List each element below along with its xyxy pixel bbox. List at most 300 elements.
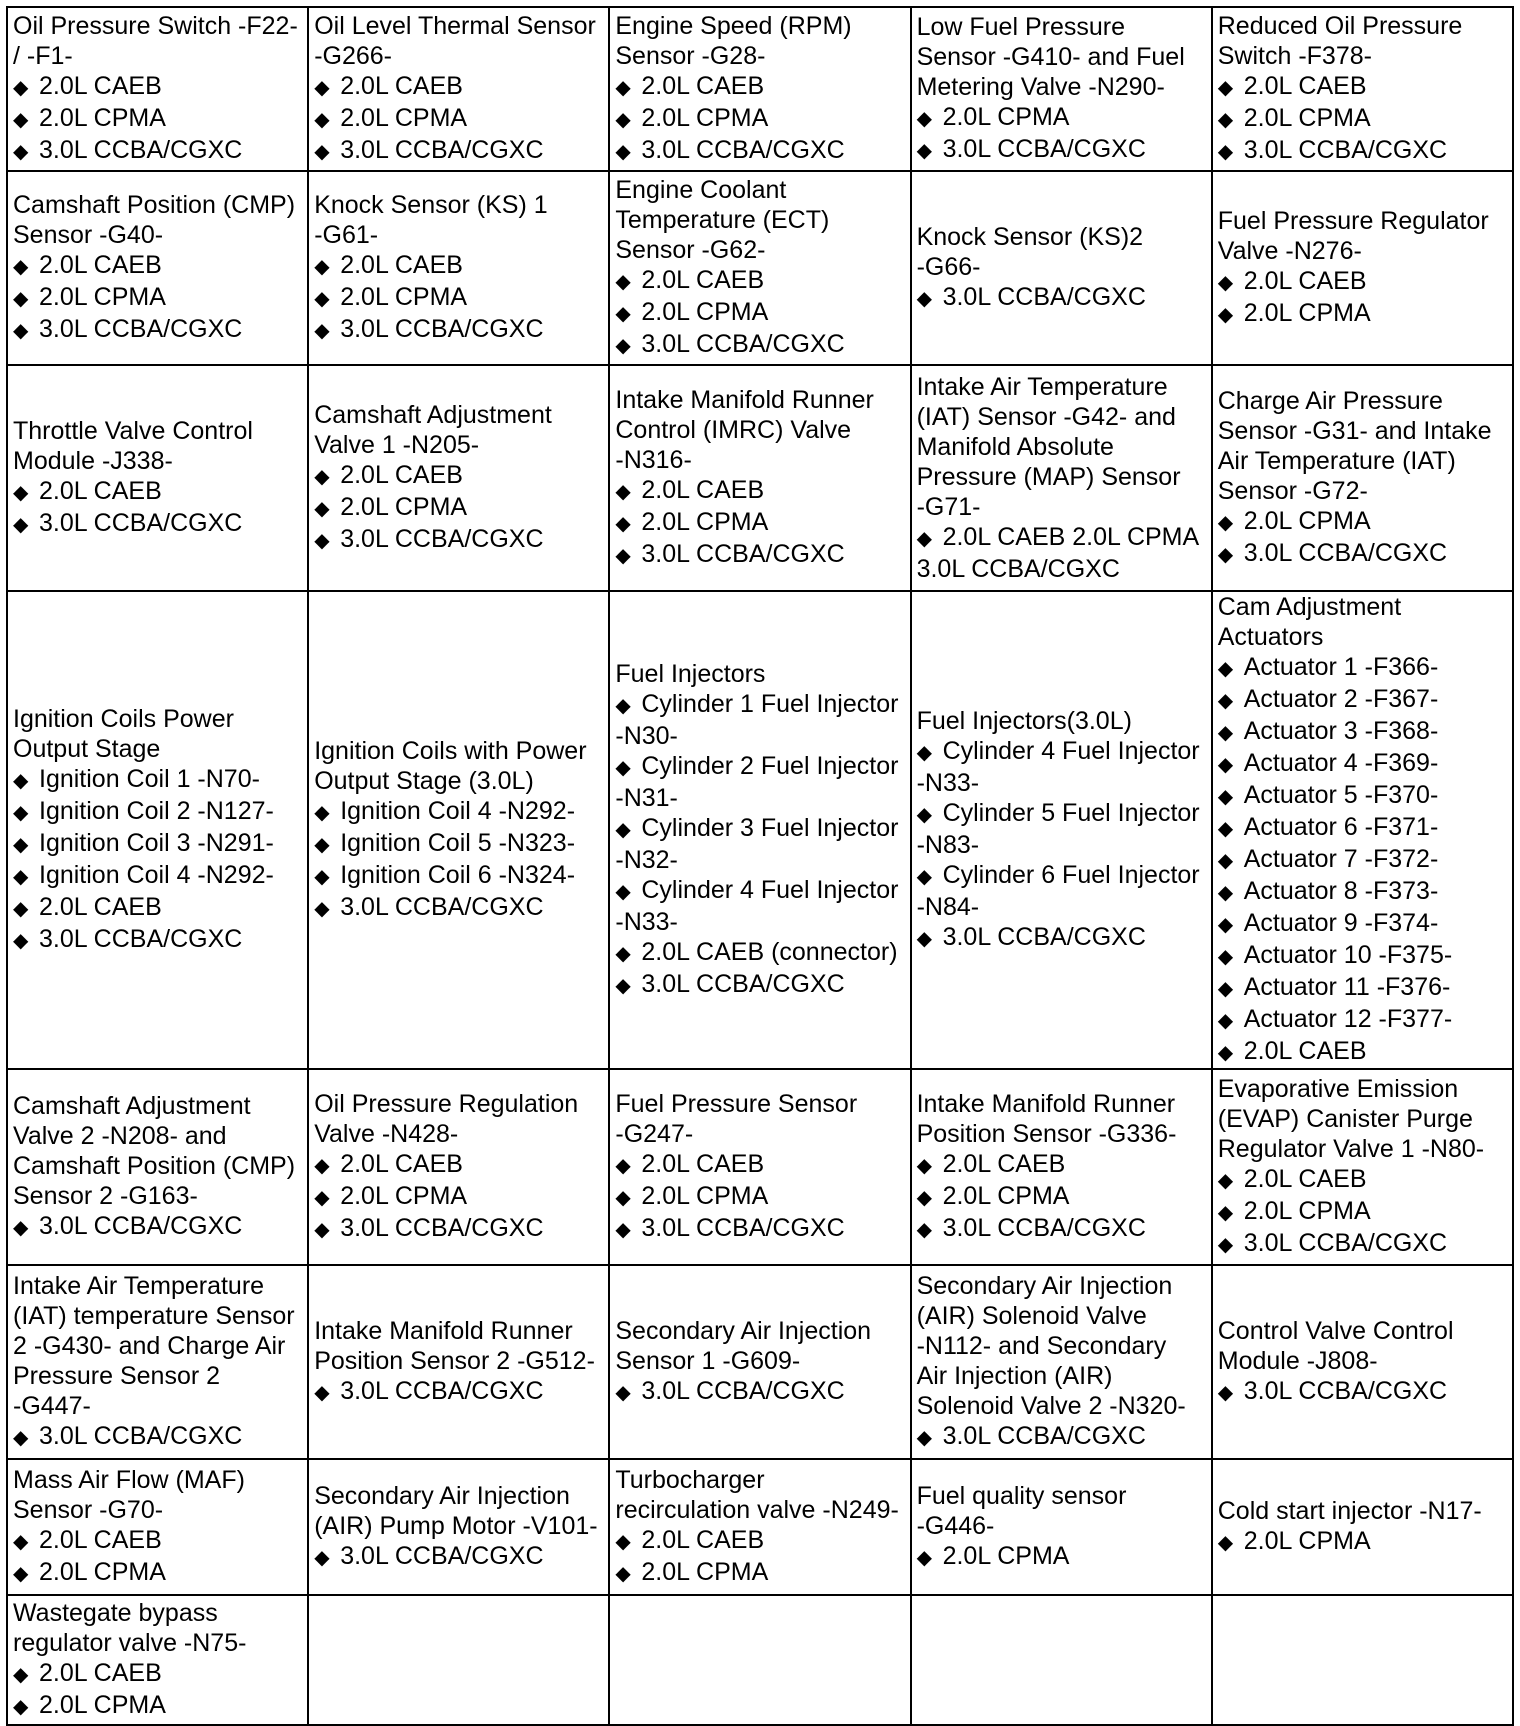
list-item-text: 3.0L CCBA/CGXC <box>942 135 1146 163</box>
diamond-bullet-icon: ◆ <box>615 1531 631 1553</box>
component-name: Low Fuel Pressure Sensor -G410- and Fuel Metering Valve -N290- <box>916 13 1185 101</box>
table-cell <box>7 171 308 365</box>
list-item-text: 2.0L CAEB <box>641 1150 765 1178</box>
diamond-bullet-icon: ◆ <box>615 1155 631 1177</box>
list-item-text: 3.0L CCBA/CGXC <box>39 136 243 164</box>
table-cell <box>1212 1459 1513 1595</box>
diamond-bullet-icon: ◆ <box>314 1382 330 1404</box>
list-item <box>314 892 604 924</box>
table-cell <box>7 7 308 171</box>
list-item <box>917 798 1207 860</box>
table-cell <box>911 1069 1212 1265</box>
list-item <box>314 282 604 314</box>
table-cell <box>308 171 609 365</box>
list-item-text: 2.0L CPMA <box>1243 299 1371 327</box>
table-cell <box>1212 171 1513 365</box>
diamond-bullet-icon: ◆ <box>314 320 330 342</box>
list-item-text: 2.0L CPMA <box>340 493 468 521</box>
list-item <box>1218 716 1508 748</box>
list-item-text: 2.0L CPMA <box>39 283 166 311</box>
list-item-text: 3.0L CCBA/CGXC <box>340 525 544 553</box>
list-item-text: 2.0L CAEB <box>39 893 162 921</box>
list-item-text: 2.0L CAEB <box>340 461 463 489</box>
list-item <box>615 1149 905 1181</box>
table-cell <box>308 1069 609 1265</box>
table-cell <box>1212 365 1513 591</box>
list-item-text: Actuator 7 -F372- <box>1243 845 1439 873</box>
table-cell <box>911 1459 1212 1595</box>
diamond-bullet-icon: ◆ <box>916 1155 932 1177</box>
list-item <box>314 796 604 828</box>
list-item <box>314 1376 604 1408</box>
list-item-text: Cylinder 2 Fuel Injector -N31- <box>615 752 899 812</box>
list-item <box>615 969 905 1001</box>
component-name: Throttle Valve Control Module -J338- <box>13 417 253 475</box>
diamond-bullet-icon: ◆ <box>13 1563 29 1585</box>
list-item <box>917 1213 1207 1245</box>
list-item <box>13 764 303 796</box>
list-item <box>615 1213 905 1245</box>
diamond-bullet-icon: ◆ <box>916 928 932 950</box>
list-item <box>13 796 303 828</box>
diamond-bullet-icon: ◆ <box>615 757 631 779</box>
list-item-text: Actuator 4 -F369- <box>1243 749 1439 777</box>
diamond-bullet-icon: ◆ <box>916 804 932 826</box>
diamond-bullet-icon: ◆ <box>314 1187 330 1209</box>
list-item-text: 2.0L CPMA <box>1243 507 1371 535</box>
list-item-text: Ignition Coil 1 -N70- <box>39 765 260 793</box>
table-row <box>7 1265 1513 1459</box>
list-item-text: 2.0L CPMA <box>1243 1197 1371 1225</box>
diamond-bullet-icon: ◆ <box>13 1531 29 1553</box>
list-item <box>314 103 604 135</box>
diamond-bullet-icon: ◆ <box>1217 1010 1234 1032</box>
list-item <box>1218 844 1508 876</box>
list-item-text: 2.0L CPMA <box>942 1542 1070 1570</box>
table-cell <box>609 591 910 1069</box>
table-cell <box>1212 1595 1513 1725</box>
list-item <box>615 689 905 751</box>
list-item-text: 3.0L CCBA/CGXC <box>39 315 243 343</box>
component-name: Camshaft Adjustment Valve 1 -N205- <box>314 401 552 459</box>
table-cell <box>7 1459 308 1595</box>
table-cell <box>7 1595 308 1725</box>
list-item <box>1218 652 1508 684</box>
list-item-text: 2.0L CPMA <box>641 1182 769 1210</box>
list-item-text: Cylinder 4 Fuel Injector -N33- <box>615 876 899 936</box>
diamond-bullet-icon: ◆ <box>1217 544 1234 566</box>
list-item-text: 2.0L CPMA <box>1243 104 1371 132</box>
list-item-text: 3.0L CCBA/CGXC <box>641 330 845 358</box>
list-item-text: 3.0L CCBA/CGXC <box>340 315 544 343</box>
list-item <box>13 1557 303 1589</box>
list-item-text: 2.0L CPMA <box>641 104 769 132</box>
list-item <box>615 1181 905 1213</box>
list-item <box>314 1213 604 1245</box>
list-item <box>917 102 1207 134</box>
diamond-bullet-icon: ◆ <box>1217 882 1234 904</box>
list-item-text: 2.0L CAEB <box>39 477 162 505</box>
list-item <box>615 71 905 103</box>
list-item-text: 2.0L CAEB <box>641 266 765 294</box>
list-item <box>314 314 604 346</box>
list-item-text: Actuator 5 -F370- <box>1243 781 1439 809</box>
diamond-bullet-icon: ◆ <box>1217 722 1234 744</box>
list-item-text: 2.0L CAEB <box>641 72 765 100</box>
list-item-text: 3.0L CCBA/CGXC <box>39 1422 243 1450</box>
diamond-bullet-icon: ◆ <box>1217 109 1234 131</box>
diamond-bullet-icon: ◆ <box>1217 1382 1234 1404</box>
list-item <box>314 135 604 167</box>
diamond-bullet-icon: ◆ <box>1217 690 1234 712</box>
list-item-text: Actuator 9 -F374- <box>1243 909 1439 937</box>
component-name: Charge Air Pressure Sensor -G31- and Intake Air Temperature (IAT) Sensor -G72- <box>1217 387 1492 505</box>
component-name: Intake Manifold Runner Position Sensor 2 -G512- <box>314 1317 595 1375</box>
component-name: Fuel Injectors(3.0L) <box>916 707 1132 735</box>
component-name: Secondary Air Injection (AIR) Solenoid Valve -N112- and Secondary Air Injection (AIR) Solenoid Valve 2 -N320- <box>916 1272 1186 1420</box>
component-name: Mass Air Flow (MAF) Sensor -G70- <box>13 1466 245 1524</box>
diamond-bullet-icon: ◆ <box>314 1155 330 1177</box>
component-name: Wastegate bypass regulator valve -N75- <box>13 1599 247 1657</box>
component-table <box>6 6 1514 1726</box>
diamond-bullet-icon: ◆ <box>13 1696 29 1718</box>
diamond-bullet-icon: ◆ <box>13 288 29 310</box>
list-item-text: Actuator 8 -F373- <box>1243 877 1439 905</box>
diamond-bullet-icon: ◆ <box>916 866 932 888</box>
list-item-text: 2.0L CAEB <box>340 72 463 100</box>
component-name: Fuel quality sensor -G446- <box>916 1482 1127 1540</box>
diamond-bullet-icon: ◆ <box>615 1219 631 1241</box>
list-item-text: Actuator 6 -F371- <box>1243 813 1439 841</box>
diamond-bullet-icon: ◆ <box>13 320 29 342</box>
list-item-text: 3.0L CCBA/CGXC <box>39 925 243 953</box>
list-item-text: 3.0L CCBA/CGXC <box>39 509 243 537</box>
component-name: Evaporative Emission (EVAP) Canister Purge Regulator Valve 1 -N80- <box>1217 1075 1485 1163</box>
list-item-text: 3.0L CCBA/CGXC <box>340 1542 544 1570</box>
diamond-bullet-icon: ◆ <box>314 498 330 520</box>
list-item <box>1218 1004 1508 1036</box>
table-cell <box>911 7 1212 171</box>
diamond-bullet-icon: ◆ <box>615 881 631 903</box>
diamond-bullet-icon: ◆ <box>314 866 330 888</box>
component-name: Camshaft Position (CMP) Sensor -G40- <box>13 191 296 249</box>
list-item-text: Ignition Coil 4 -N292- <box>340 797 576 825</box>
list-item-text: 2.0L CPMA <box>340 1182 468 1210</box>
component-name: Intake Air Temperature (IAT) temperature Sensor 2 -G430- and Charge Air Pressure Sensor 2 -G447- <box>13 1272 295 1420</box>
diamond-bullet-icon: ◆ <box>13 1217 29 1239</box>
list-item-text: 3.0L CCBA/CGXC <box>1243 1377 1448 1405</box>
diamond-bullet-icon: ◆ <box>916 528 932 550</box>
diamond-bullet-icon: ◆ <box>13 898 29 920</box>
list-item <box>13 250 303 282</box>
list-item <box>314 492 604 524</box>
component-name: Intake Air Temperature (IAT) Sensor -G42- and Manifold Absolute Pressure (MAP) Sensor -G71- <box>916 373 1181 521</box>
list-item <box>615 751 905 813</box>
list-item-text: 2.0L CPMA <box>641 508 769 536</box>
diamond-bullet-icon: ◆ <box>1217 658 1234 680</box>
table-cell <box>1212 7 1513 171</box>
list-item-text: Actuator 3 -F368- <box>1243 717 1439 745</box>
table-cell <box>911 1595 1212 1725</box>
list-item-text: Cylinder 4 Fuel Injector -N33- <box>916 737 1200 797</box>
list-item <box>615 103 905 135</box>
diamond-bullet-icon: ◆ <box>1217 1234 1234 1256</box>
list-item-text: 2.0L CAEB <box>39 1659 162 1687</box>
list-item <box>314 71 604 103</box>
list-item <box>13 860 303 892</box>
list-item <box>615 875 905 937</box>
list-item <box>917 922 1207 954</box>
list-item-text: 3.0L CCBA/CGXC <box>641 540 845 568</box>
list-item-text: 2.0L CAEB <box>39 72 162 100</box>
list-item-text: 2.0L CAEB <box>340 251 463 279</box>
list-item <box>1218 506 1508 538</box>
list-item-text: 3.0L CCBA/CGXC <box>340 1214 544 1242</box>
component-name: Knock Sensor (KS) 1 -G61- <box>314 191 548 249</box>
diamond-bullet-icon: ◆ <box>13 1427 29 1449</box>
list-item <box>1218 684 1508 716</box>
list-item-text: 2.0L CPMA <box>942 103 1070 131</box>
list-item-text: Actuator 10 -F375- <box>1243 941 1453 969</box>
list-item-text: 2.0L CPMA <box>942 1182 1070 1210</box>
diamond-bullet-icon: ◆ <box>615 513 631 535</box>
diamond-bullet-icon: ◆ <box>13 1664 29 1686</box>
list-item-text: Cylinder 1 Fuel Injector -N30- <box>615 690 899 750</box>
list-item-text: 2.0L CAEB <box>641 1526 765 1554</box>
table-cell <box>308 591 609 1069</box>
list-item <box>13 282 303 314</box>
table-cell <box>911 591 1212 1069</box>
list-item <box>13 1525 303 1557</box>
list-item-text: 3.0L CCBA/CGXC <box>641 1377 845 1405</box>
diamond-bullet-icon: ◆ <box>1217 850 1234 872</box>
list-item-text: 3.0L CCBA/CGXC <box>340 136 544 164</box>
diamond-bullet-icon: ◆ <box>314 802 330 824</box>
diamond-bullet-icon: ◆ <box>1217 978 1234 1000</box>
list-item <box>13 1658 303 1690</box>
diamond-bullet-icon: ◆ <box>916 288 932 310</box>
table-row <box>7 7 1513 171</box>
diamond-bullet-icon: ◆ <box>1217 141 1234 163</box>
list-item <box>1218 1196 1508 1228</box>
list-item <box>615 329 905 361</box>
list-item <box>1218 103 1508 135</box>
list-item <box>314 460 604 492</box>
diamond-bullet-icon: ◆ <box>916 742 932 764</box>
list-item <box>917 1541 1207 1573</box>
diamond-bullet-icon: ◆ <box>1217 818 1234 840</box>
list-item-text: 3.0L CCBA/CGXC <box>641 1214 845 1242</box>
diamond-bullet-icon: ◆ <box>916 1547 932 1569</box>
component-table-body <box>7 7 1513 1725</box>
component-name: Ignition Coils Power Output Stage <box>13 705 234 763</box>
list-item <box>1218 298 1508 330</box>
diamond-bullet-icon: ◆ <box>314 1547 330 1569</box>
list-item <box>615 813 905 875</box>
diamond-bullet-icon: ◆ <box>314 288 330 310</box>
list-item-text: 3.0L CCBA/CGXC <box>641 136 845 164</box>
component-name: Fuel Pressure Regulator Valve -N276- <box>1217 207 1489 265</box>
list-item <box>1218 71 1508 103</box>
list-item <box>314 250 604 282</box>
diamond-bullet-icon: ◆ <box>1217 1042 1234 1064</box>
list-item <box>917 282 1207 314</box>
list-item-text: 3.0L CCBA/CGXC <box>340 893 544 921</box>
diamond-bullet-icon: ◆ <box>615 1382 631 1404</box>
list-item <box>1218 940 1508 972</box>
list-item-text: 2.0L CPMA <box>641 1558 769 1586</box>
component-name: Camshaft Adjustment Valve 2 -N208- and Camshaft Position (CMP) Sensor 2 -G163- <box>13 1092 296 1210</box>
diamond-bullet-icon: ◆ <box>314 466 330 488</box>
table-cell <box>308 365 609 591</box>
diamond-bullet-icon: ◆ <box>916 108 932 130</box>
list-item-text: Actuator 1 -F366- <box>1243 653 1439 681</box>
diamond-bullet-icon: ◆ <box>13 930 29 952</box>
list-item-text: 3.0L CCBA/CGXC <box>942 1214 1146 1242</box>
table-cell <box>609 1595 910 1725</box>
list-item-text: 2.0L CPMA <box>39 104 166 132</box>
list-item <box>917 1181 1207 1213</box>
list-item <box>1218 908 1508 940</box>
diamond-bullet-icon: ◆ <box>1217 1170 1234 1192</box>
component-name: Cam Adjustment Actuators <box>1217 593 1402 651</box>
list-item <box>1218 266 1508 298</box>
component-name: Oil Level Thermal Sensor -G266- <box>314 12 596 70</box>
diamond-bullet-icon: ◆ <box>1217 1532 1234 1554</box>
table-cell <box>1212 591 1513 1069</box>
diamond-bullet-icon: ◆ <box>615 943 631 965</box>
diamond-bullet-icon: ◆ <box>615 109 631 131</box>
table-cell <box>609 7 910 171</box>
component-name: Fuel Injectors <box>615 660 766 688</box>
list-item-text: Ignition Coil 2 -N127- <box>39 797 274 825</box>
table-cell <box>911 365 1212 591</box>
list-item-text: 2.0L CPMA <box>1243 1527 1371 1555</box>
diamond-bullet-icon: ◆ <box>615 1187 631 1209</box>
diamond-bullet-icon: ◆ <box>314 77 330 99</box>
list-item <box>615 1525 905 1557</box>
list-item-text: 2.0L CAEB <box>641 476 765 504</box>
diamond-bullet-icon: ◆ <box>13 866 29 888</box>
table-cell <box>308 1459 609 1595</box>
diamond-bullet-icon: ◆ <box>13 141 29 163</box>
table-cell <box>609 365 910 591</box>
component-name: Cold start injector -N17- <box>1217 1497 1482 1525</box>
list-item-text: 2.0L CAEB <box>942 1150 1066 1178</box>
list-item <box>1218 812 1508 844</box>
list-item <box>13 476 303 508</box>
list-item-text: Actuator 11 -F376- <box>1243 973 1451 1001</box>
list-item <box>615 1557 905 1589</box>
diamond-bullet-icon: ◆ <box>314 834 330 856</box>
list-item <box>13 924 303 956</box>
diamond-bullet-icon: ◆ <box>615 545 631 567</box>
list-item <box>1218 538 1508 570</box>
diamond-bullet-icon: ◆ <box>615 481 631 503</box>
list-item-text: 3.0L CCBA/CGXC <box>942 923 1146 951</box>
diamond-bullet-icon: ◆ <box>615 695 631 717</box>
list-item <box>13 892 303 924</box>
list-item <box>917 860 1207 922</box>
list-item <box>615 539 905 571</box>
diamond-bullet-icon: ◆ <box>1217 754 1234 776</box>
diamond-bullet-icon: ◆ <box>13 77 29 99</box>
list-item-text: 2.0L CAEB <box>1243 1165 1367 1193</box>
table-cell <box>911 1265 1212 1459</box>
diamond-bullet-icon: ◆ <box>13 109 29 131</box>
list-item-text: 3.0L CCBA/CGXC <box>340 1377 544 1405</box>
table-cell <box>7 591 308 1069</box>
component-name: Knock Sensor (KS)2 -G66- <box>916 223 1144 281</box>
list-item <box>1218 1376 1508 1408</box>
table-cell <box>609 1069 910 1265</box>
list-item <box>1218 972 1508 1004</box>
list-item <box>13 314 303 346</box>
list-item-text: Actuator 2 -F367- <box>1243 685 1439 713</box>
list-item <box>314 1181 604 1213</box>
diamond-bullet-icon: ◆ <box>13 482 29 504</box>
list-item <box>615 135 905 167</box>
list-item <box>615 1376 905 1408</box>
diamond-bullet-icon: ◆ <box>314 141 330 163</box>
list-item-text: Actuator 12 -F377- <box>1243 1005 1453 1033</box>
component-name: Turbocharger recirculation valve -N249- <box>615 1466 899 1524</box>
list-item-text: Ignition Coil 5 -N323- <box>340 829 576 857</box>
list-item <box>1218 1164 1508 1196</box>
list-item-text: 2.0L CAEB <box>39 1526 162 1554</box>
diamond-bullet-icon: ◆ <box>615 819 631 841</box>
list-item-text: 3.0L CCBA/CGXC <box>1243 1229 1448 1257</box>
table-row <box>7 365 1513 591</box>
table-cell <box>7 1265 308 1459</box>
list-item <box>1218 1036 1508 1068</box>
table-row <box>7 171 1513 365</box>
list-item <box>615 297 905 329</box>
list-item-text: 3.0L CCBA/CGXC <box>39 1212 243 1240</box>
diamond-bullet-icon: ◆ <box>13 514 29 536</box>
diamond-bullet-icon: ◆ <box>13 770 29 792</box>
component-name: Reduced Oil Pressure Switch -F378- <box>1217 12 1463 70</box>
diamond-bullet-icon: ◆ <box>1217 304 1234 326</box>
list-item <box>314 524 604 556</box>
diamond-bullet-icon: ◆ <box>314 256 330 278</box>
list-item <box>13 1690 303 1722</box>
list-item-text: 2.0L CAEB <box>1243 72 1367 100</box>
component-name: Engine Coolant Temperature (ECT) Sensor -G62- <box>615 176 830 264</box>
component-name: Intake Manifold Runner Position Sensor -G336- <box>916 1090 1177 1148</box>
list-item-text: 3.0L CCBA/CGXC <box>641 970 845 998</box>
diamond-bullet-icon: ◆ <box>1217 946 1234 968</box>
component-name: Secondary Air Injection Sensor 1 -G609- <box>615 1317 872 1375</box>
list-item-text: Cylinder 6 Fuel Injector -N84- <box>916 861 1200 921</box>
component-name: Oil Pressure Regulation Valve -N428- <box>314 1090 579 1148</box>
list-item-text: Cylinder 3 Fuel Injector -N32- <box>615 814 899 874</box>
diamond-bullet-icon: ◆ <box>1217 914 1234 936</box>
diamond-bullet-icon: ◆ <box>615 335 631 357</box>
component-name: Ignition Coils with Power Output Stage (3.0L) <box>314 737 587 795</box>
component-name: Engine Speed (RPM) Sensor -G28- <box>615 12 852 70</box>
list-item-text: 2.0L CPMA <box>39 1691 166 1719</box>
list-item <box>13 103 303 135</box>
list-item <box>917 1421 1207 1453</box>
table-cell <box>1212 1265 1513 1459</box>
list-item-text: 2.0L CAEB (connector) <box>641 938 898 966</box>
diamond-bullet-icon: ◆ <box>615 1563 631 1585</box>
diamond-bullet-icon: ◆ <box>916 140 932 162</box>
list-item-text: 2.0L CPMA <box>39 1558 166 1586</box>
table-cell <box>7 1069 308 1265</box>
list-item-text: 2.0L CAEB <box>39 251 162 279</box>
